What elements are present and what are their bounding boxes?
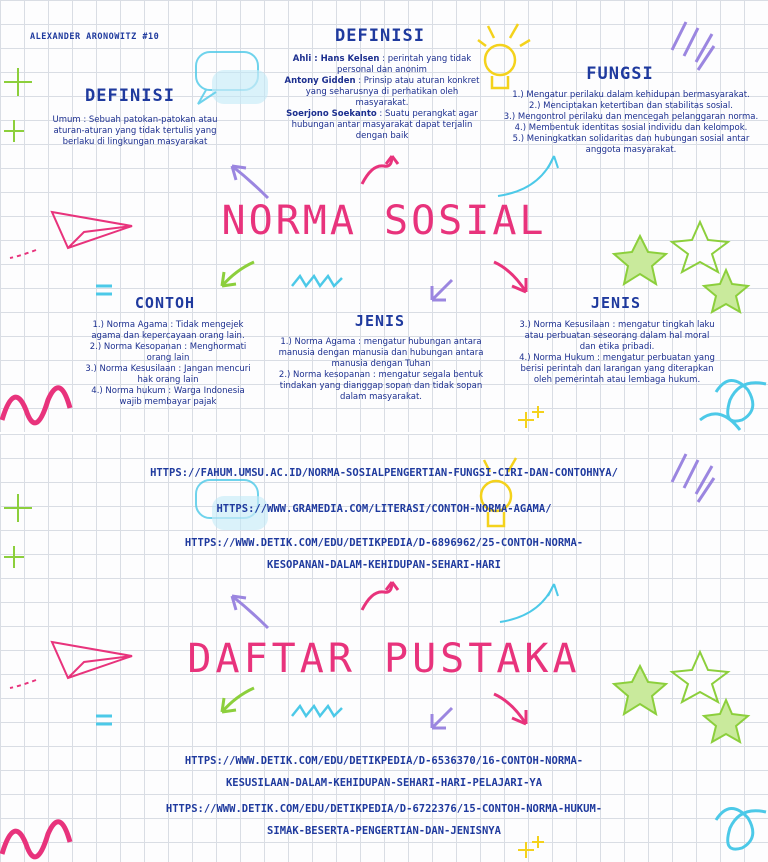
arrow-icon — [232, 596, 268, 628]
jenis-item: 1.) Norma Agama : mengatur hubungan antara manusia dengan manusia dan hubungan antara manusia dengan Tuhan — [278, 337, 484, 369]
definisi-item: Antony Gidden : Prinsip atau aturan konkret yang seharusnya di perhatikan oleh masyarakat. — [284, 76, 480, 108]
arrow-icon — [494, 694, 526, 724]
arrow-icon — [494, 262, 526, 292]
fungsi-item: 1.) Mengatur perilaku dalam kehidupan bermasyarakat. — [512, 90, 750, 100]
lightbulb-icon — [478, 24, 530, 88]
zigzag-icon — [292, 276, 342, 286]
arrow-icon — [432, 280, 452, 300]
fungsi-item: 5.) Meningkatkan solidaritas dan hubungan sosial antar anggota masyarakat. — [512, 134, 750, 155]
arrow-icon — [222, 688, 254, 712]
fungsi-item: 2.) Menciptakan ketertiban dan stabilitas sosial. — [529, 101, 733, 111]
arrow-icon — [500, 584, 558, 622]
fungsi-list — [500, 90, 762, 156]
contoh-item: 2.) Norma Kesopanan : Menghormati orang lain — [89, 342, 247, 363]
definisi-center-heading: DEFINISI — [335, 26, 425, 46]
contoh-heading: CONTOH — [134, 294, 196, 312]
equals-marks-icon — [96, 286, 112, 294]
sparkle-icon — [518, 406, 544, 428]
arrow-icon — [498, 156, 558, 196]
reference-3[interactable]: HTTPS://WWW.DETIK.COM/EDU/DETIKPEDIA/D-6896962/25-CONTOH-NORMA- KESOPANAN-DALAM-KEHIDUPAN-SEHARI-HARI — [184, 537, 584, 571]
contoh-list — [82, 320, 254, 408]
equals-marks-icon — [96, 716, 112, 724]
contoh-item: 1.) Norma Agama : Tidak mengejek agama dan kepercayaan orang lain. — [91, 320, 245, 341]
definisi-center-list — [284, 54, 480, 142]
jenis-center-list — [276, 337, 486, 403]
references-title: DAFTAR PUSTAKA — [187, 636, 581, 682]
speech-bubble-icon — [196, 52, 268, 104]
contoh-item: 3.) Norma Kesusilaan : Jangan mencuri hak orang lain — [85, 364, 251, 385]
jenis-center-heading: JENIS — [354, 312, 406, 330]
reference-4[interactable]: HTTPS://WWW.DETIK.COM/EDU/DETIKPEDIA/D-6536370/16-CONTOH-NORMA- KESUSILAAN-DALAM-KEHIDUPAN-SEHARI-HARI-PELAJARI-YA — [184, 755, 584, 789]
author-name: ALEXANDER ARONOWITZ #10 — [30, 32, 160, 42]
jenis-right-heading: JENIS — [590, 294, 642, 312]
main-title: NORMA SOSIAL — [221, 198, 547, 244]
definisi-left-heading: DEFINISI — [85, 86, 175, 106]
reference-2[interactable]: HTTPS://WWW.GRAMEDIA.COM/LITERASI/CONTOH-NORMA-AGAMA/ — [216, 503, 552, 515]
fungsi-heading: FUNGSI — [586, 64, 654, 84]
zigzag-icon — [292, 706, 342, 716]
arrow-icon — [362, 156, 398, 184]
swirl-icon — [700, 380, 766, 430]
sparkle-icon — [4, 68, 32, 142]
definisi-item: Soerjono Soekanto : Suatu perangkat agar hubungan antar masyarakat dapat terjalin dengan baik — [286, 109, 478, 141]
definisi-item: Ahli : Hans Kelsen : perintah yang tidak personal dan anonim — [292, 54, 472, 75]
scribble-lines-icon — [672, 22, 714, 70]
swirl-icon — [2, 388, 70, 423]
jenis-item: 3.) Norma Kesusilaan : mengatur tingkah laku atau perbuatan seseorang dalam hal moral dan etika pribadi. — [519, 320, 715, 352]
contoh-item: 4.) Norma hukum : Warga Indonesia wajib membayar pajak — [91, 386, 245, 407]
fungsi-item: 3.) Mengontrol perilaku dan mencegah pelanggaran norma. — [503, 112, 759, 122]
reference-5[interactable]: HTTPS://WWW.DETIK.COM/EDU/DETIKPEDIA/D-6722376/15-CONTOH-NORMA-HUKUM- SIMAK-BESERTA-PENGERTIAN-DAN-JENISNYA — [165, 803, 603, 837]
reference-1[interactable]: HTTPS://FAHUM.UMSU.AC.ID/NORMA-SOSIALPENGERTIAN-FUNGSI-CIRI-DAN-CONTOHNYA/ — [150, 467, 618, 479]
arrow-icon — [222, 262, 254, 286]
arrow-icon — [362, 582, 398, 610]
jenis-right-list — [518, 320, 716, 386]
arrow-icon — [432, 708, 452, 728]
definisi-left-text: Umum : Sebuah patokan-patokan atau aturan-aturan yang tidak tertulis yang berlaku di lingkungan masyarakat — [52, 115, 218, 147]
fungsi-item: 4.) Membentuk identitas sosial individu dan kelompok. — [514, 123, 748, 133]
arrow-icon — [232, 166, 268, 198]
jenis-item: 4.) Norma Hukum : mengatur perbuatan yang berisi perintah dan larangan yang diterapkan oleh pemerintah atau lembaga hukum. — [519, 353, 715, 385]
jenis-item: 2.) Norma kesopanan : mengatur segala bentuk tindakan yang dianggap sopan dan tidak sopan dalam masyarakat. — [278, 370, 484, 402]
references-panel — [0, 434, 768, 862]
